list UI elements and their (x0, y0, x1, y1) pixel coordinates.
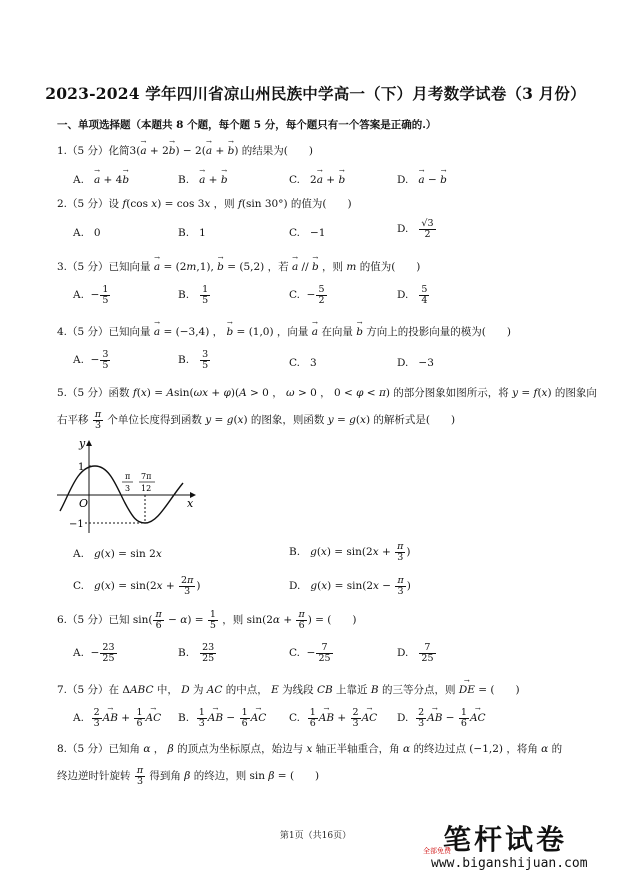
question-5-option-c: C. g(x) = sin(2x + $\frac{2\pi}{3}$ ) (73, 575, 201, 597)
watermark-free-badge: 全部免费 (423, 847, 451, 855)
question-7-option-a: A. $\frac{2}{3}$ → AB + $\frac{1}{6}$ → AC (73, 708, 161, 728)
question-3-option-a: A. − $\frac{1}{5}$ (73, 284, 109, 306)
question-4-option-a: A. − $\frac{3}{5}$ (73, 349, 109, 371)
watermark-brand: 笔杆试卷 (443, 823, 568, 856)
question-1-option-c: C. 2→ a + → b (289, 174, 345, 186)
question-7-option-b: B. $\frac{1}{3}$ → AB − $\frac{1}{6}$ → AC (178, 708, 266, 728)
question-6-option-b: B. $\frac{23}{25}$ (178, 642, 215, 664)
question-8-stem-line2: 终边逆时针旋转 $\frac{\pi}{3}$ 得到角 β 的终边，则 sin β = ( ) (57, 765, 320, 787)
question-5-option-d: D. g(x) = sin(2x − $\frac{\pi}{3}$ ) (289, 575, 411, 597)
question-3-option-d: D. $\frac{5}{4}$ (397, 284, 428, 306)
question-2-option-b: B. 1 (178, 227, 206, 239)
question-3-stem: 3.（5 分）已知向量 → a = (2m,1), → b = (5,2) ，若 → a // → b ，则 m 的值为( ) (57, 259, 420, 274)
question-3-option-c: C. − $\frac{5}{2}$ (289, 284, 325, 306)
question-2-option-a: A. 0 (73, 227, 101, 239)
sine-graph-figure (55, 433, 205, 543)
page-footer: 第1页（共16页） (279, 831, 352, 841)
question-7-option-d: D. $\frac{2}{3}$ → AB − $\frac{1}{6}$ → AC (397, 708, 486, 728)
question-2-stem: 2.（5 分）设 f(cos x) = cos 3x ，则 f(sin 30°) 的值为( ) (57, 198, 352, 210)
question-6-stem: 6.（5 分）已知 sin( $\frac{\pi}{6}$ − α) = $\frac{1}{5}$ ，则 sin(2α + $\frac{\pi}{6}$ ) = ( ) (57, 609, 357, 631)
origin-label: O (79, 497, 89, 510)
tick-label-neg1: −1 (69, 519, 84, 530)
question-7-stem: 7.（5 分）在 ΔABC 中， D 为 AC 的中点， E 为线段 CB 上靠近 B 的三等分点，则 → DE = ( ) (57, 682, 520, 697)
tick-label-pi3: π 3 (125, 472, 131, 493)
question-1-option-a: A. → a + 4→ b (73, 174, 129, 186)
question-8-stem: 8.（5 分）已知角 α ， β 的顶点为坐标原点，始边与 x 轴正半轴重合，角 α 的终边过点 (−1,2) ，将角 α 的 (57, 743, 563, 755)
question-7-option-c: C. $\frac{1}{6}$ → AB + $\frac{2}{3}$ → AC (289, 708, 377, 728)
question-4-option-c: C. 3 (289, 357, 317, 369)
question-4-option-b: B. $\frac{3}{5}$ (178, 349, 209, 371)
question-2-option-c: C. −1 (289, 227, 326, 239)
question-5-stem: 5.（5 分）函数 f(x) = Asin(ωx + φ)(A > 0 ， ω > 0 ， 0 < φ < π) 的部分图象如图所示，将 y = f(x) 的图象向 (57, 387, 597, 399)
question-6-option-a: A. − $\frac{23}{25}$ (73, 642, 115, 664)
question-6-option-d: D. $\frac{7}{25}$ (397, 642, 434, 664)
question-1-option-d: D. → a − → b (397, 174, 447, 186)
question-4-stem: 4.（5 分）已知向量 → a = (−3,4) ， → b = (1,0) ，向量 → a 在向量 → b 方向上的投影向量的模为( ) (57, 324, 511, 339)
question-4-option-d: D. −3 (397, 357, 434, 369)
question-6-option-c: C. − $\frac{7}{25}$ (289, 642, 331, 664)
watermark-url: www.biganshijuan.com (431, 856, 588, 871)
tick-label-1: 1 (78, 462, 85, 473)
question-5-option-a: A. g(x) = sin 2x (73, 548, 162, 560)
question-5-stem-line2: 右平移 $\frac{\pi}{3}$ 个单位长度得到函数 y = g(x) 的图象，则函数 y = g(x) 的解析式是( ) (57, 409, 456, 431)
question-2-option-d: D. $\frac{√3}{2}$ (397, 218, 434, 240)
question-5-option-b: B. g(x) = sin(2x + $\frac{\pi}{3}$ ) (289, 541, 411, 563)
question-1-option-b: B. → a + → b (178, 174, 228, 186)
tick-label-7pi12: 7π 12 (141, 472, 152, 493)
section-heading: 一、单项选择题（本题共 8 个题，每个题 5 分，每个题只有一个答案是正确的.） (57, 119, 437, 131)
y-axis-label: y (79, 437, 86, 450)
question-1-stem: 1.（5 分）化简3(→ a + 2→ b) − 2(→ a + → b) 的结果为( ) (57, 143, 313, 158)
exam-title: 2023-2024 学年四川省凉山州民族中学高一（下）月考数学试卷（3 月份） (45, 84, 586, 103)
x-axis-label: x (187, 497, 194, 510)
question-3-option-b: B. $\frac{1}{5}$ (178, 284, 209, 306)
